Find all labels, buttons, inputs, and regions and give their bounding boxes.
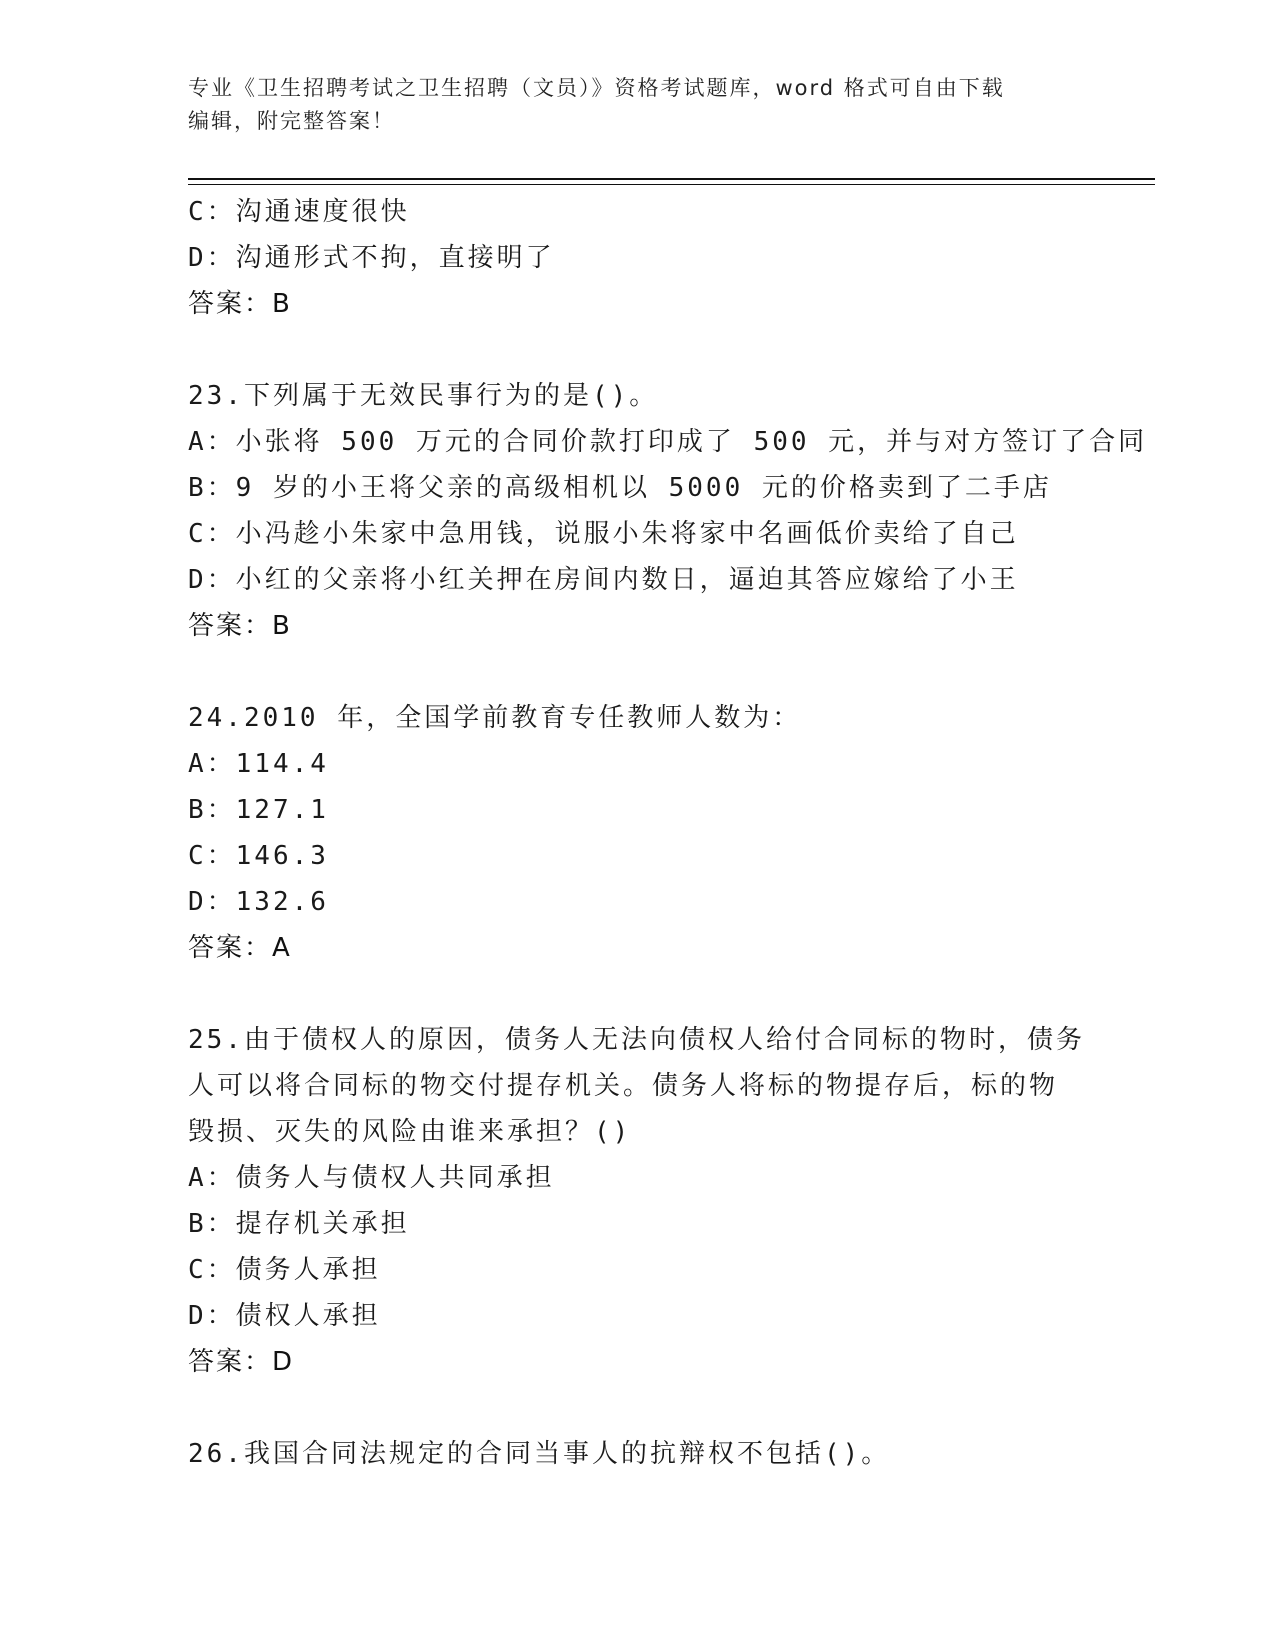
q25-option-b: B：提存机关承担 [188, 1209, 410, 1239]
q24-answer: 答案：A [188, 933, 292, 963]
q23-option-c: C：小冯趁小朱家中急用钱，说服小朱将家中名画低价卖给了自己 [188, 519, 1019, 549]
header-rule-thin [188, 184, 1155, 185]
document-header [188, 72, 1088, 138]
header-line-2: 编辑，附完整答案！ [188, 109, 395, 133]
q23-answer: 答案：B [188, 611, 292, 641]
q25-option-d: D：债权人承担 [188, 1301, 381, 1331]
q22-option-c: C：沟通速度很快 [188, 197, 410, 227]
q25-stem-line-1: 25.由于债权人的原因，债务人无法向债权人给付合同标的物时，债务 [188, 1025, 1085, 1055]
q25-stem-line-2: 人可以将合同标的物交付提存机关。债务人将标的物提存后，标的物 [188, 1071, 1059, 1101]
q23-option-b: B：9 岁的小王将父亲的高级相机以 5000 元的价格卖到了二手店 [188, 473, 1052, 503]
q23-option-d: D：小红的父亲将小红关押在房间内数日，逼迫其答应嫁给了小王 [188, 565, 1019, 595]
q24-stem: 24.2010 年，全国学前教育专任教师人数为： [188, 703, 802, 733]
question-22-tail [188, 189, 1088, 327]
spacer [188, 327, 1088, 373]
q26-stem: 26.我国合同法规定的合同当事人的抗辩权不包括()。 [188, 1439, 891, 1469]
spacer [188, 649, 1088, 695]
question-25 [188, 1017, 1088, 1385]
header-line-1: 专业《卫生招聘考试之卫生招聘（文员）》资格考试题库，word 格式可自由下载 [188, 76, 1005, 100]
spacer [188, 971, 1088, 1017]
header-rule-thick [188, 178, 1155, 180]
q24-option-b: B：127.1 [188, 795, 329, 825]
q23-stem: 23.下列属于无效民事行为的是()。 [188, 381, 659, 411]
question-24 [188, 695, 1088, 971]
q24-option-a: A：114.4 [188, 749, 329, 779]
q22-option-d: D：沟通形式不拘，直接明了 [188, 243, 555, 273]
question-content [188, 189, 1148, 1477]
question-23 [188, 373, 1148, 649]
q25-answer: 答案：D [188, 1347, 295, 1377]
q24-option-c: C：146.3 [188, 841, 329, 871]
q22-answer: 答案：B [188, 289, 292, 319]
q24-option-d: D：132.6 [188, 887, 329, 917]
q25-option-c: C：债务人承担 [188, 1255, 381, 1285]
q23-option-a: A：小张将 500 万元的合同价款打印成了 500 元，并与对方签订了合同 [188, 427, 1148, 457]
q25-option-a: A：债务人与债权人共同承担 [188, 1163, 555, 1193]
spacer [188, 1385, 1088, 1431]
q25-stem-line-3: 毁损、灭失的风险由谁来承担？() [188, 1117, 632, 1147]
question-26 [188, 1431, 1088, 1477]
